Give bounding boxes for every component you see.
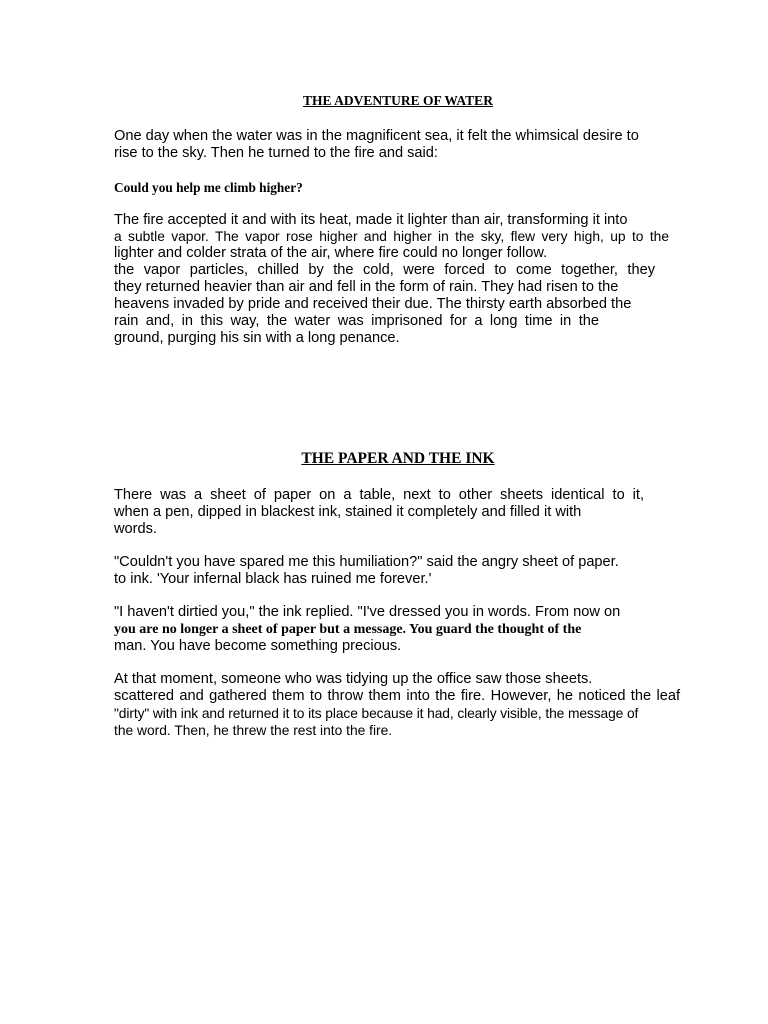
story1-line: the vapor particles, chilled by the cold, were forced to come together, they (114, 262, 655, 278)
story-title-adventure-of-water: THE ADVENTURE OF WATER (303, 93, 493, 108)
story1-line: they returned heavier than air and fell in the form of rain. They had risen to the (114, 279, 619, 295)
story1-line: rain and, in this way, the water was imprisoned for a long time in the (114, 313, 599, 329)
story1-line: a subtle vapor. The vapor rose higher and higher in the sky, flew very high, up to the (114, 229, 669, 244)
story1-line: ground, purging his sin with a long penance. (114, 330, 400, 346)
story2-line: "I haven't dirtied you," the ink replied. "I've dressed you in words. From now on (114, 604, 621, 620)
story-title-paper-and-ink: THE PAPER AND THE INK (301, 450, 495, 467)
story2-line: the word. Then, he threw the rest into the fire. (114, 723, 393, 738)
story1-line: heavens invaded by pride and received their due. The thirsty earth absorbed the (114, 296, 632, 312)
story1-line: One day when the water was in the magnificent sea, it felt the whimsical desire to (114, 128, 639, 144)
story2-line: words. (114, 521, 157, 537)
story2-line: man. You have become something precious. (114, 638, 402, 654)
story2-line: At that moment, someone who was tidying up the office saw those sheets. (114, 671, 593, 687)
story2-line: you are no longer a sheet of paper but a message. You guard the thought of the (114, 622, 582, 637)
story2-line: "Couldn't you have spared me this humiliation?" said the angry sheet of paper. (114, 554, 619, 570)
story2-line: There was a sheet of paper on a table, next to other sheets identical to it, (114, 487, 644, 503)
story1-line: lighter and colder strata of the air, where fire could no longer follow. (114, 245, 548, 261)
story2-line: when a pen, dipped in blackest ink, stained it completely and filled it with (114, 504, 582, 520)
story1-question: Could you help me climb higher? (114, 180, 303, 195)
story1-line: rise to the sky. Then he turned to the fire and said: (114, 145, 438, 161)
story2-line: scattered and gathered them to throw them into the fire. However, he noticed the leaf (114, 688, 680, 704)
story2-line: "dirty" with ink and returned it to its place because it had, clearly visible, the message of (114, 706, 639, 721)
story1-line: The fire accepted it and with its heat, made it lighter than air, transforming it into (114, 212, 628, 228)
story2-line: to ink. 'Your infernal black has ruined me forever.' (114, 571, 432, 587)
